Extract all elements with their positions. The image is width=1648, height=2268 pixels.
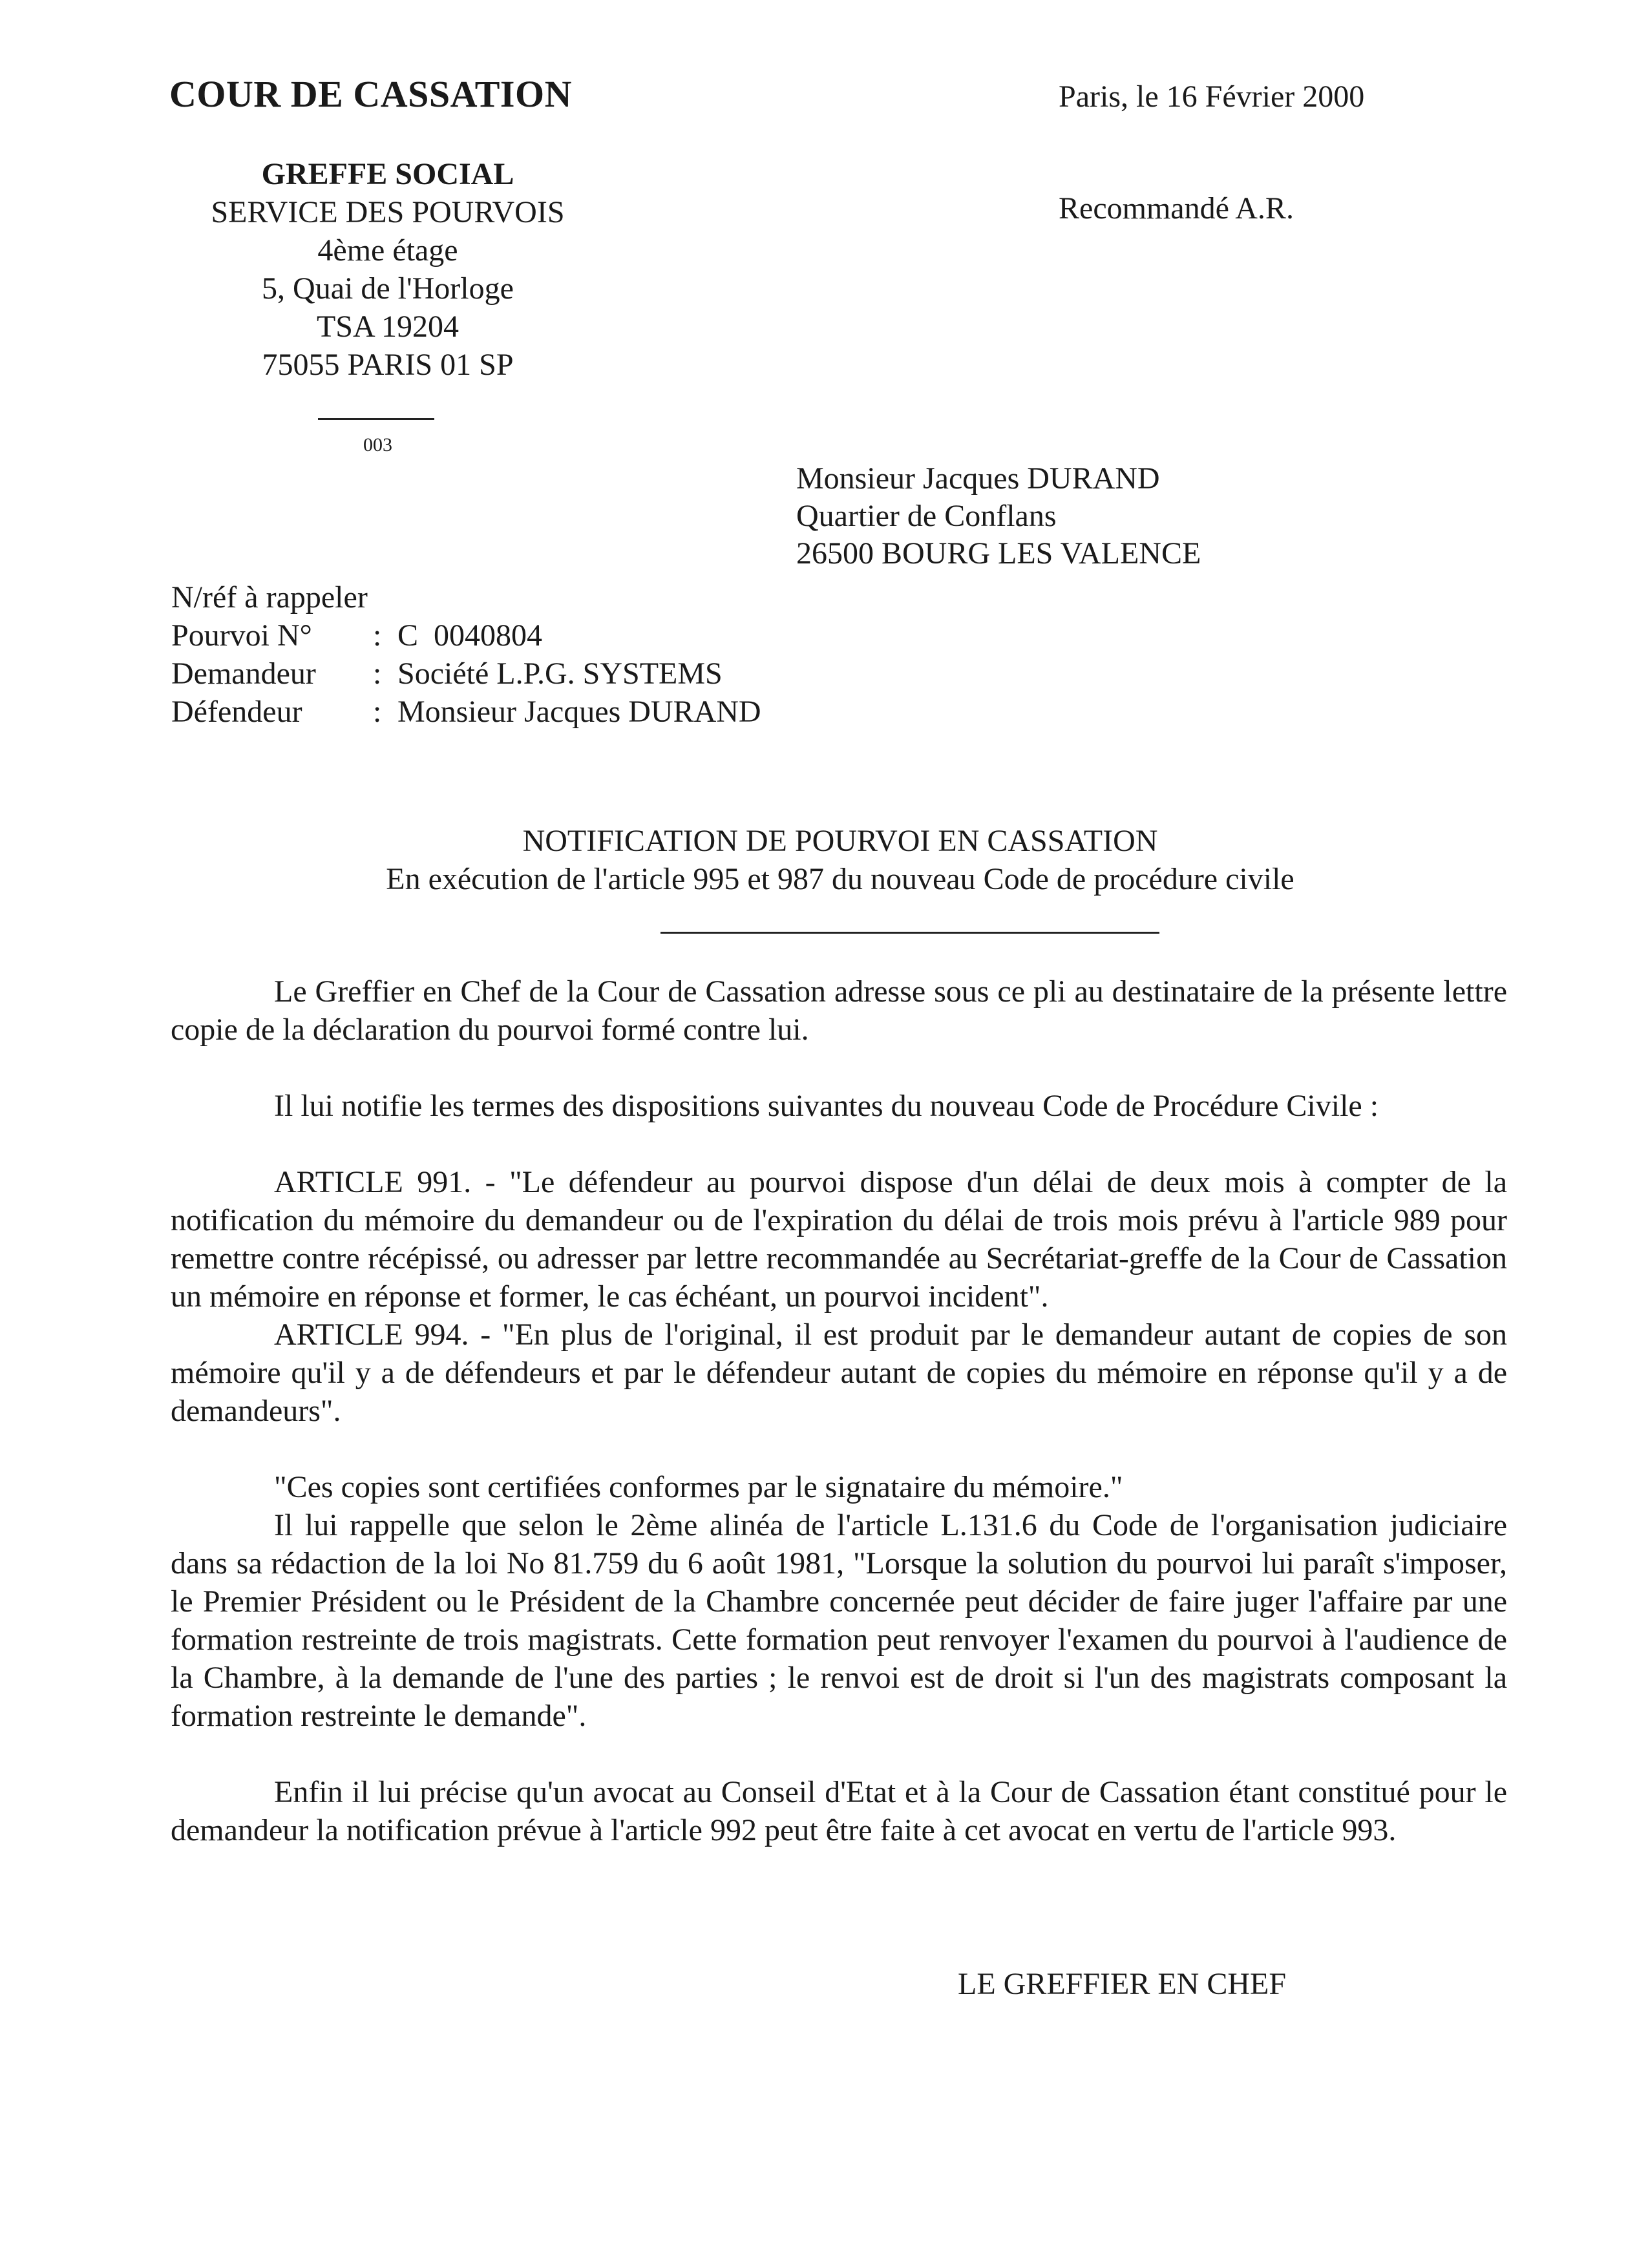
body-paragraph-article-l131: Il lui rappelle que selon le 2ème alinéa de l'article L.131.6 du Code de l'organisation judiciaire dans sa rédaction de la loi No 81.759 du 6 août 1981, "Lorsque la solution du pourvoi lui paraît s'imposer, le Premier Président ou le Président de la Chambre concernée peut décider de faire juger l'affaire par une formation restreinte de trois magistrats. Cette formation peut renvoyer l'examen du pourvoi à l'audience de la Chambre, à la demande de l'une des parties ; le renvoi est de droit si l'un des magistrats composant la formation restreinte le demande". bbox=[171, 1508, 1507, 1733]
sender-city: 75055 PARIS 01 SP bbox=[262, 348, 514, 382]
sender-department: GREFFE SOCIAL bbox=[261, 157, 514, 191]
body-paragraph-article-994: ARTICLE 994. - "En plus de l'original, il est produit par le demandeur autant de copies de son mémoire qu'il y a de défendeurs et par le défendeur autant de copies du mémoire en réponse qu'il y a de demandeurs". bbox=[171, 1318, 1507, 1428]
reference-row-demandeur bbox=[171, 655, 723, 693]
reference-colon: : bbox=[373, 695, 382, 729]
reference-row-defendeur bbox=[171, 693, 761, 731]
sender-street: 5, Quai de l'Horloge bbox=[262, 271, 514, 306]
reference-heading: N/réf à rappeler bbox=[171, 580, 368, 614]
body-paragraph-notification: Il lui notifie les termes des dispositions suivantes du nouveau Code de Procédure Civile : bbox=[274, 1089, 1379, 1123]
reference-row-pourvoi bbox=[171, 616, 543, 655]
document-title: NOTIFICATION DE POURVOI EN CASSATION bbox=[522, 824, 1158, 858]
reference-value: Société L.P.G. SYSTEMS bbox=[397, 656, 723, 691]
sender-tsa: TSA 19204 bbox=[316, 310, 460, 344]
reference-value: Monsieur Jacques DURAND bbox=[397, 695, 761, 729]
document-subtitle: En exécution de l'article 995 et 987 du nouveau Code de procédure civile bbox=[386, 862, 1294, 896]
body-paragraph-intro: Le Greffier en Chef de la Cour de Cassation adresse sous ce pli au destinataire de la présente lettre copie de la déclaration du pourvoi formé contre lui. bbox=[171, 974, 1507, 1047]
sender-floor: 4ème étage bbox=[317, 233, 458, 268]
recipient-address: Quartier de Conflans bbox=[796, 499, 1057, 533]
recipient-name: Monsieur Jacques DURAND bbox=[796, 461, 1160, 496]
sender-code: 003 bbox=[363, 434, 392, 456]
delivery-mode: Recommandé A.R. bbox=[1059, 191, 1294, 226]
reference-label: Pourvoi N° bbox=[171, 618, 312, 653]
title-divider bbox=[660, 932, 1159, 934]
letter-body bbox=[171, 972, 1507, 1849]
document-title-block bbox=[194, 822, 1486, 898]
reference-label: Demandeur bbox=[171, 656, 316, 691]
recipient-city: 26500 BOURG LES VALENCE bbox=[796, 536, 1201, 571]
sender-address-block bbox=[129, 155, 646, 384]
body-paragraph-avocat: Enfin il lui précise qu'un avocat au Conseil d'Etat et à la Cour de Cassation étant constitué pour le demandeur la notification prévue à l'article 992 peut être faite à cet avocat en vertu de l'article 993. bbox=[171, 1775, 1507, 1847]
signature-title: LE GREFFIER EN CHEF bbox=[958, 1967, 1287, 2001]
sender-service: SERVICE DES POURVOIS bbox=[211, 195, 565, 229]
body-paragraph-copies: "Ces copies sont certifiées conformes par le signataire du mémoire." bbox=[274, 1470, 1123, 1504]
recipient-address-block bbox=[796, 460, 1201, 572]
reference-colon: : bbox=[373, 618, 382, 653]
reference-label: Défendeur bbox=[171, 695, 302, 729]
reference-value: C 0040804 bbox=[397, 618, 543, 653]
court-name: COUR DE CASSATION bbox=[169, 73, 572, 115]
body-paragraph-article-991: ARTICLE 991. - "Le défendeur au pourvoi dispose d'un délai de deux mois à compter de la notification du mémoire du demandeur ou de l'expiration du délai de trois mois prévu à l'article 989 pour remettre contre récépissé, ou adresser par lettre recommandée au Secrétariat-greffe de la Cour de Cassation un mémoire en réponse et former, le cas échéant, un pourvoi incident". bbox=[171, 1165, 1507, 1314]
reference-colon: : bbox=[373, 656, 382, 691]
reference-block bbox=[171, 578, 761, 731]
sender-divider bbox=[318, 418, 434, 420]
letter-date: Paris, le 16 Février 2000 bbox=[1059, 79, 1365, 114]
